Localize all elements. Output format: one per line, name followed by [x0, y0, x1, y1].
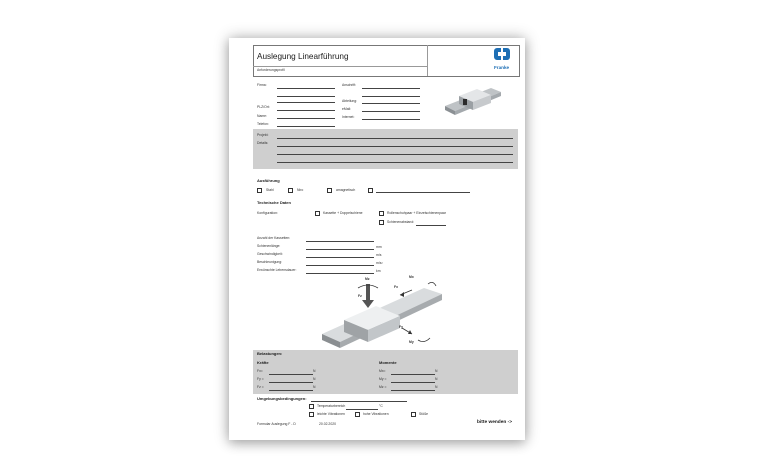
label-geschwindigkeit: Geschwindigkeit:: [257, 252, 283, 256]
plz-field[interactable]: [277, 102, 335, 103]
option-hohe-vibrationen: hohe Vibrationen: [363, 412, 389, 416]
technische-daten-heading: Technische Daten: [257, 200, 291, 205]
unit-temperatur: °C: [379, 404, 383, 408]
label-mz: Mz =: [379, 385, 387, 389]
checkbox-stahl[interactable]: [257, 188, 262, 193]
fx-field[interactable]: [269, 374, 313, 375]
umgebung-field[interactable]: [311, 401, 407, 402]
schienenabstand-field[interactable]: [416, 225, 446, 226]
anschrift-field[interactable]: [362, 88, 420, 89]
header-divider: [427, 45, 428, 76]
unit-schienenlaenge: mm: [376, 245, 382, 249]
footer-date: 20.02.2020: [319, 422, 336, 426]
unit-lebensdauer: km: [376, 269, 381, 273]
fz-field[interactable]: [269, 390, 313, 391]
unit-beschleunigung: m/s²: [376, 261, 383, 265]
unit-fz: N: [313, 385, 316, 389]
option-leichte-vibrationen: leichte Vibrationen: [317, 412, 345, 416]
checkbox-schienenabstand[interactable]: [379, 220, 384, 225]
option-temperatur: Temperaturbereich: [317, 404, 346, 408]
temperatur-field[interactable]: [346, 409, 378, 410]
unit-mz: N: [435, 385, 438, 389]
checkbox-amagnetisch[interactable]: [327, 188, 332, 193]
diagram-label-mx: Mx: [409, 275, 414, 279]
option-kassette: Kassette + Doppelschiene: [323, 211, 363, 215]
schienenlaenge-field[interactable]: [306, 249, 374, 250]
mz-field[interactable]: [391, 390, 435, 391]
option-stoesse: Stöße: [419, 412, 429, 416]
diagram-label-fy: Fy: [399, 325, 403, 329]
franke-logo-icon: [491, 47, 513, 67]
umgebung-heading: Umgebungsbedingungen:: [257, 396, 307, 401]
option-niro: Niro: [297, 188, 304, 192]
details-field-3[interactable]: [277, 162, 513, 163]
option-stahl: Stahl: [266, 188, 274, 192]
label-konfiguration: Konfiguration:: [257, 211, 278, 215]
firma-field[interactable]: [277, 88, 335, 89]
label-lebensdauer: Erwünschte Lebensdauer:: [257, 268, 297, 272]
email-field[interactable]: [362, 111, 420, 112]
checkbox-temperatur[interactable]: [309, 404, 314, 409]
label-fx: Fx=: [257, 369, 263, 373]
checkbox-leichte-vibrationen[interactable]: [309, 412, 314, 417]
anzahl-kassetten-field[interactable]: [306, 241, 374, 242]
unit-geschwindigkeit: m/s: [376, 253, 382, 257]
unit-my: N: [435, 377, 438, 381]
diagram-label-fx: Fx: [394, 285, 398, 289]
name-field[interactable]: [277, 118, 335, 119]
label-mx: Mx=: [379, 369, 386, 373]
label-internet: Internet:: [342, 115, 355, 119]
label-beschleunigung: Beschleunigung:: [257, 260, 283, 264]
diagram-label-fz: Fz: [358, 294, 362, 298]
label-details: Details:: [257, 141, 269, 145]
diagram-label-mz: Mz: [365, 277, 370, 281]
checkbox-stoesse[interactable]: [411, 412, 416, 417]
telefon-field[interactable]: [277, 126, 335, 127]
label-schienenlaenge: Schienenlänge:: [257, 244, 281, 248]
my-field[interactable]: [391, 382, 435, 383]
logo-text: Franke: [494, 65, 510, 70]
form-subtitle: Anforderungsprofil: [257, 68, 285, 72]
belastungen-heading: Belastungen:: [257, 351, 283, 356]
fy-field[interactable]: [269, 382, 313, 383]
diagram-label-my: My: [409, 340, 414, 344]
abteilung-field[interactable]: [362, 103, 420, 104]
momente-heading: Momente: [379, 360, 397, 365]
option-rollenschuh: Rollenschuhpaar + Einzelschienenpaar: [387, 211, 446, 215]
anschrift-field-2[interactable]: [362, 96, 420, 97]
form-title: Auslegung Linearführung: [257, 52, 349, 61]
mx-field[interactable]: [391, 374, 435, 375]
option-amagnetisch: amagnetisch: [336, 188, 356, 192]
label-my: My =: [379, 377, 387, 381]
beschleunigung-field[interactable]: [306, 265, 374, 266]
firma-field-2[interactable]: [277, 96, 335, 97]
unit-fx: N: [313, 369, 316, 373]
option-schienenabstand: Schienenabstand:: [387, 220, 415, 224]
geschwindigkeit-field[interactable]: [306, 257, 374, 258]
label-anzahl-kassetten: Anzahl der Kassetten:: [257, 236, 291, 240]
other-material-field[interactable]: [376, 192, 470, 193]
label-anschrift: Anschrift:: [342, 83, 357, 87]
label-abteilung: Abteilung:: [342, 99, 358, 103]
projekt-field[interactable]: [277, 138, 513, 139]
linear-guide-photo: [441, 80, 503, 122]
header-rule: [253, 66, 427, 67]
load-diagram: [314, 270, 454, 350]
label-plz: PLZ/Ort:: [257, 105, 270, 109]
checkbox-niro[interactable]: [288, 188, 293, 193]
footer-form-name: Formular Auslegung F - D: [257, 422, 296, 426]
unit-mx: N: [435, 369, 438, 373]
continue-link[interactable]: bitte wenden ->: [477, 420, 513, 425]
label-fz: Fz =: [257, 385, 264, 389]
project-panel: [253, 129, 518, 169]
label-email: eMail:: [342, 107, 352, 111]
label-projekt: Projekt:: [257, 133, 269, 137]
label-name: Name:: [257, 114, 267, 118]
label-firma: Firma:: [257, 83, 267, 87]
details-field-2[interactable]: [277, 154, 513, 155]
ausfuehrung-heading: Ausführung: [257, 178, 280, 183]
label-fy: Fy =: [257, 377, 264, 381]
checkbox-rollenschuh[interactable]: [379, 211, 384, 216]
unit-fy: N: [313, 377, 316, 381]
details-field-1[interactable]: [277, 146, 513, 147]
checkbox-hohe-vibrationen[interactable]: [355, 412, 360, 417]
kraefte-heading: Kräfte: [257, 360, 269, 365]
plz-field-2[interactable]: [277, 110, 335, 111]
internet-field[interactable]: [362, 119, 420, 120]
form-sheet: [229, 38, 525, 440]
checkbox-kassette[interactable]: [315, 211, 320, 216]
label-telefon: Telefon:: [257, 122, 269, 126]
checkbox-other[interactable]: [368, 188, 373, 193]
